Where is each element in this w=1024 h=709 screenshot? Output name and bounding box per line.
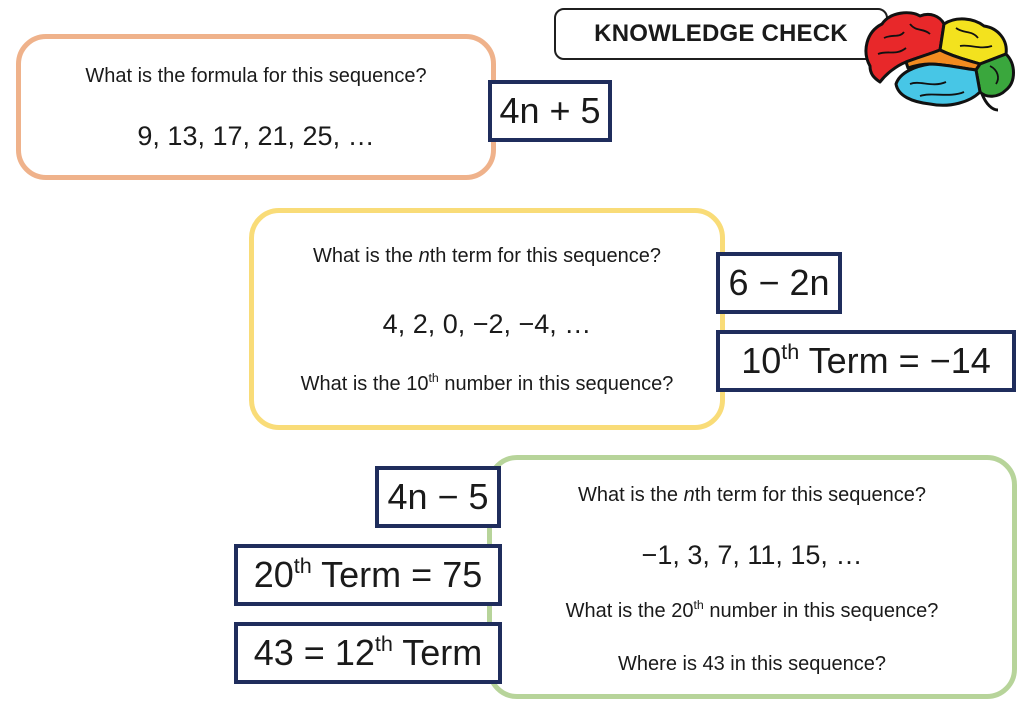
q1-question: What is the formula for this sequence? (85, 65, 427, 87)
question-card-3 (487, 455, 1017, 699)
question-card-1 (16, 34, 496, 180)
q2-sequence: 4, 2, 0, −2, −4, … (382, 309, 592, 339)
q2-question-2: What is the 10th number in this sequence? (300, 370, 674, 395)
question-card-2 (249, 208, 725, 430)
q1-answer: 4n + 5 (499, 90, 601, 131)
q3-answer-box-2 (234, 544, 502, 606)
q3-answer-3: 43 = 12th Term (253, 630, 483, 673)
q1-answer-box (488, 80, 612, 142)
q3-question-2: What is the 20th number in this sequence? (565, 597, 939, 622)
q3-answer-box-3 (234, 622, 502, 684)
q3-question: What is the nth term for this sequence? (578, 484, 926, 506)
brain-icon (860, 4, 1020, 116)
q3-question-3: Where is 43 in this sequence? (618, 653, 886, 675)
q2-answer-2: 10th Term = −14 (741, 338, 991, 381)
q3-answer-2: 20th Term = 75 (253, 552, 483, 595)
q2-question: What is the nth term for this sequence? (313, 245, 661, 267)
knowledge-check-title (554, 8, 888, 60)
q2-answer-box-2 (716, 330, 1016, 392)
title-text: KNOWLEDGE CHECK (594, 20, 848, 47)
q2-answer-box-1 (716, 252, 842, 314)
q2-answer-1: 6 − 2n (728, 262, 830, 303)
q3-sequence: −1, 3, 7, 11, 15, … (641, 540, 863, 570)
q3-answer-1: 4n − 5 (387, 476, 489, 517)
q1-sequence: 9, 13, 17, 21, 25, … (137, 121, 375, 151)
q3-answer-box-1 (375, 466, 501, 528)
